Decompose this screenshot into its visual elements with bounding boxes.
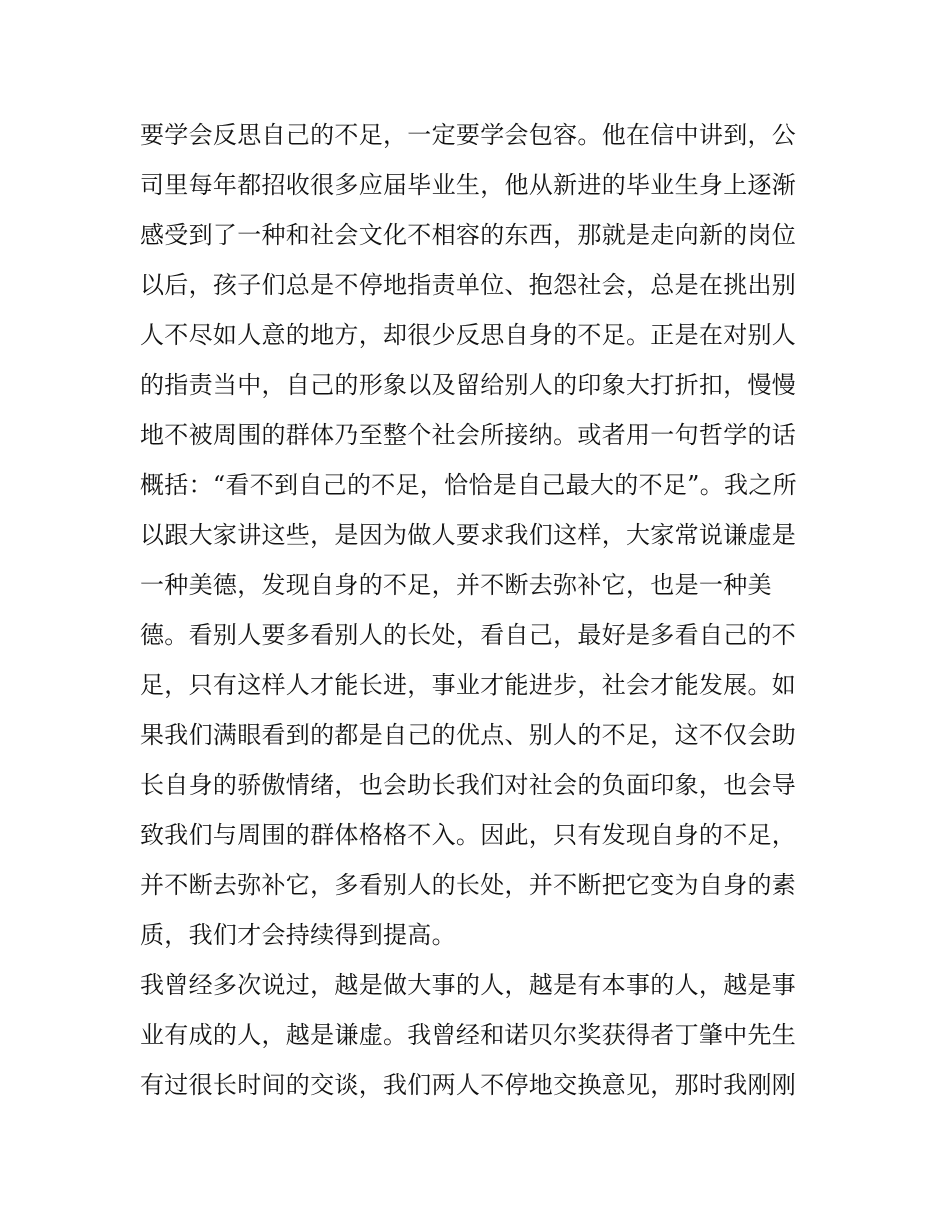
text-line: 并不断去弥补它，多看别人的长处，并不断把它变为自身的素 — [140, 871, 797, 899]
text-line: 质，我们才会持续得到提高。 — [140, 921, 456, 949]
text-line: 果我们满眼看到的都是自己的优点、别人的不足，这不仅会助 — [140, 721, 797, 749]
text-line: 一种美德，发现自身的不足，并不断去弥补它，也是一种美 — [140, 571, 772, 599]
text-line: 以后，孩子们总是不停地指责单位、抱怨社会，总是在挑出别 — [140, 271, 797, 299]
text-line: 以跟大家讲这些，是因为做人要求我们这样，大家常说谦虚是 — [140, 521, 797, 549]
text-line: 的指责当中，自己的形象以及留给别人的印象大打折扣，慢慢 — [140, 371, 797, 399]
text-line: 长自身的骄傲情绪，也会助长我们对社会的负面印象，也会导 — [140, 771, 797, 799]
text-line: 德。看别人要多看别人的长处，看自己，最好是多看自己的不 — [140, 621, 797, 649]
text-line: 要学会反思自己的不足，一定要学会包容。他在信中讲到，公 — [140, 121, 797, 149]
text-line: 司里每年都招收很多应届毕业生，他从新进的毕业生身上逐渐 — [140, 171, 797, 199]
text-line: 感受到了一种和社会文化不相容的东西，那就是走向新的岗位 — [140, 221, 797, 249]
text-line: 概括：“看不到自己的不足，恰恰是自己最大的不足”。我之所 — [140, 471, 797, 499]
body-text — [140, 110, 820, 1110]
text-line: 足，只有这样人才能长进，事业才能进步，社会才能发展。如 — [140, 671, 797, 699]
text-line: 业有成的人，越是谦虚。我曾经和诺贝尔奖获得者丁肇中先生 — [140, 1021, 797, 1049]
text-line: 地不被周围的群体乃至整个社会所接纳。或者用一句哲学的话 — [140, 421, 797, 449]
text-line: 我曾经多次说过，越是做大事的人，越是有本事的人，越是事 — [140, 971, 797, 999]
text-line: 有过很长时间的交谈，我们两人不停地交换意见，那时我刚刚 — [140, 1071, 797, 1099]
text-line: 致我们与周围的群体格格不入。因此，只有发现自身的不足， — [140, 821, 797, 849]
text-line: 人不尽如人意的地方，却很少反思自身的不足。正是在对别人 — [140, 321, 797, 349]
